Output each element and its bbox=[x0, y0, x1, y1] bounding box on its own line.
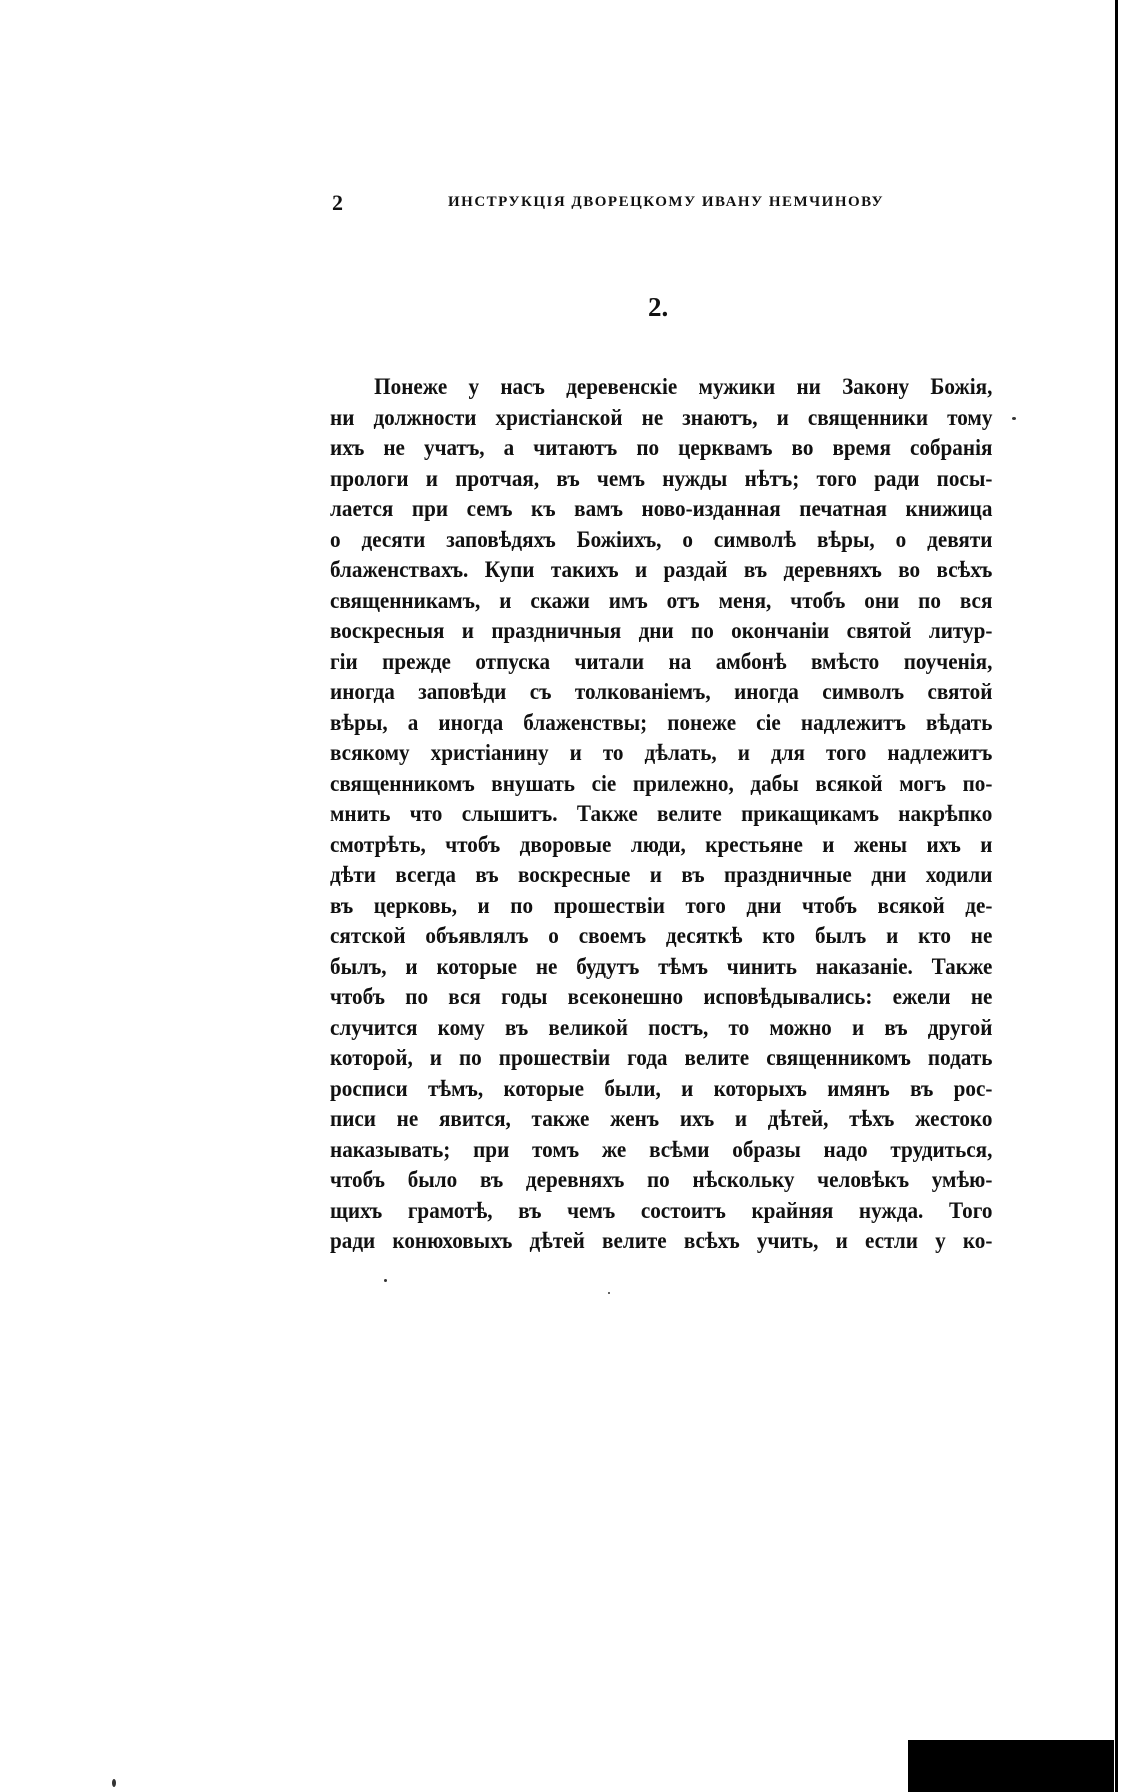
text-line: блаженствахъ. Купи такихъ и раздай въ деревняхъ во всѣхъ bbox=[330, 557, 993, 582]
text-line: сятской объявлялъ о своемъ десяткѣ кто былъ и кто не bbox=[330, 923, 993, 948]
scan-speck bbox=[112, 1779, 116, 1787]
text-line: смотрѣть, чтобъ дворовые люди, крестьяне и жены ихъ и bbox=[330, 831, 993, 857]
text-line: ихъ не учатъ, а читаютъ по церквамъ во время собранія bbox=[330, 435, 993, 460]
text-line: всякому христіанину и то дѣлать, и для того надлежитъ bbox=[330, 740, 993, 765]
text-line: чтобъ по вся годы всеконешно исповѣдывались: ежели не bbox=[330, 984, 993, 1009]
text-line: Понеже у насъ деревенскіе мужики ни Закону Божія, bbox=[374, 374, 993, 399]
text-line: гіи прежде отпуска читали на амбонѣ вмѣсто поученія, bbox=[330, 648, 993, 674]
text-line: священникамъ, и скажи имъ отъ меня, чтобъ они по вся bbox=[330, 587, 993, 613]
text-line: лается при семъ къ вамъ ново-изданная печатная книжица bbox=[330, 496, 993, 521]
text-line: вѣры, а иногда блаженствы; понеже сіе надлежитъ вѣдать bbox=[330, 709, 993, 735]
page-edge-rule bbox=[1115, 0, 1140, 1792]
text-line: прологи и протчая, въ чемъ нужды нѣтъ; того ради посы- bbox=[330, 465, 993, 491]
text-line: воскресныя и праздничныя дни по окончаніи святой литур- bbox=[330, 618, 993, 643]
text-line: росписи тѣмъ, которые были, и которыхъ имянъ въ рос- bbox=[330, 1075, 993, 1101]
scan-speck bbox=[608, 1292, 610, 1294]
text-line: которой, и по прошествіи года велите священникомъ подать bbox=[330, 1045, 993, 1070]
text-line: щихъ грамотѣ, въ чемъ состоитъ крайняя нужда. Того bbox=[330, 1197, 993, 1223]
text-line: дѣти всегда въ воскресные и въ праздничные дни ходили bbox=[330, 862, 993, 887]
section-number: 2. bbox=[648, 292, 669, 322]
text-line: чтобъ было въ деревняхъ по нѣскольку человѣкъ умѣю- bbox=[330, 1167, 993, 1192]
text-line: мнить что слышитъ. Также велите прикащикамъ накрѣпко bbox=[330, 801, 993, 826]
text-line: ради конюховыхъ дѣтей велите всѣхъ учить, и естли у ко- bbox=[330, 1228, 993, 1253]
text-line: священникомъ внушать сіе прилежно, дабы всякой могъ по- bbox=[330, 770, 993, 796]
text-line: въ церковь, и по прошествіи того дни чтобъ всякой де- bbox=[330, 892, 993, 918]
text-line: былъ, и которые не будутъ тѣмъ чинить наказаніе. Также bbox=[330, 953, 993, 979]
scan-speck bbox=[1012, 417, 1016, 420]
page-number: 2 bbox=[332, 190, 343, 215]
running-head: ИНСТРУКЦІЯ ДВОРЕЦКОМУ ИВАНУ НЕМЧИНОВУ bbox=[448, 194, 884, 210]
text-line: наказывать; при томъ же всѣми образы надо трудиться, bbox=[330, 1136, 993, 1162]
text-line: о десяти заповѣдяхъ Божіихъ, о символѣ вѣры, о девяти bbox=[330, 526, 993, 552]
body-text bbox=[330, 372, 993, 1257]
scan-speck bbox=[384, 1279, 387, 1282]
text-line: иногда заповѣди съ толкованіемъ, иногда символъ святой bbox=[330, 679, 993, 704]
scan-edge-bar bbox=[908, 1740, 1114, 1792]
text-line: писи не явится, также женъ ихъ и дѣтей, тѣхъ жестоко bbox=[330, 1106, 993, 1131]
text-line: случится кому въ великой постъ, то можно и въ другой bbox=[330, 1014, 993, 1040]
text-line: ни должности христіанской не знаютъ, и священники тому bbox=[330, 404, 993, 430]
